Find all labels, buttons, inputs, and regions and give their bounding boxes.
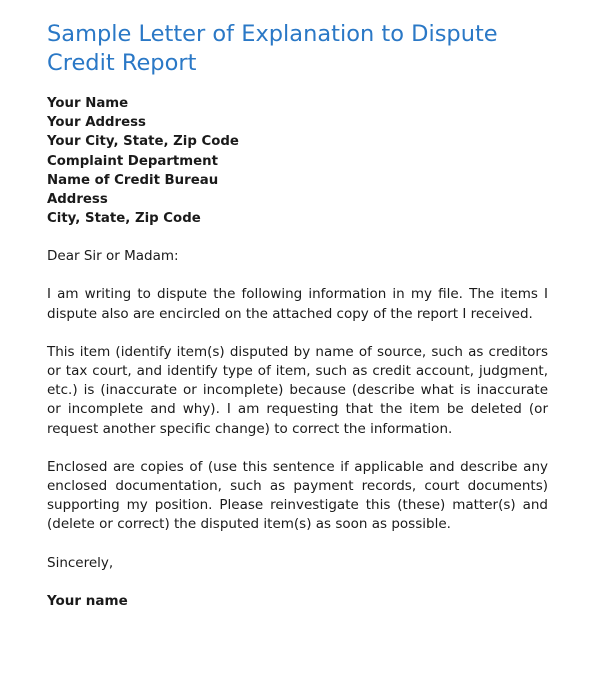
body-paragraph-3: Enclosed are copies of (use this sentence if applicable and describe any enclosed documentation, such as payment records, court documents) supporting my position. Please reinvestigate this (these) matter(s) and (delete or correct) the disputed item(s) as soon as possible. bbox=[47, 458, 548, 533]
address-line-department: Complaint Department bbox=[47, 153, 218, 169]
address-line-sender-city: Your City, State, Zip Code bbox=[47, 134, 239, 150]
closing: Sincerely, bbox=[47, 554, 114, 571]
salutation: Dear Sir or Madam: bbox=[47, 248, 179, 265]
address-block bbox=[47, 94, 548, 228]
address-line-bureau-city: City, State, Zip Code bbox=[47, 211, 201, 227]
address-line-sender-name: Your Name bbox=[47, 96, 129, 111]
title-line-1: Sample Letter of Explanation to Dispute bbox=[47, 21, 498, 47]
body-paragraph-1: I am writing to dispute the following information in my file. The items I dispute also are encircled on the attached copy of the report I received. bbox=[47, 286, 548, 322]
body-paragraph-2: This item (identify item(s) disputed by name of source, such as creditors or tax court, and identify type of item, such as credit account, judgment, etc.) is (inaccurate or incomplete) because (describe what is inaccurate or incomplete and why). I am requesting that the item be deleted (or request another specific change) to correct the information. bbox=[47, 343, 548, 437]
address-line-bureau-name: Name of Credit Bureau bbox=[47, 172, 219, 188]
address-line-bureau-address: Address bbox=[47, 192, 108, 208]
letter-title bbox=[47, 0, 548, 78]
address-line-sender-address: Your Address bbox=[47, 115, 146, 131]
title-line-2: Credit Report bbox=[47, 50, 197, 76]
signature: Your name bbox=[47, 592, 128, 609]
